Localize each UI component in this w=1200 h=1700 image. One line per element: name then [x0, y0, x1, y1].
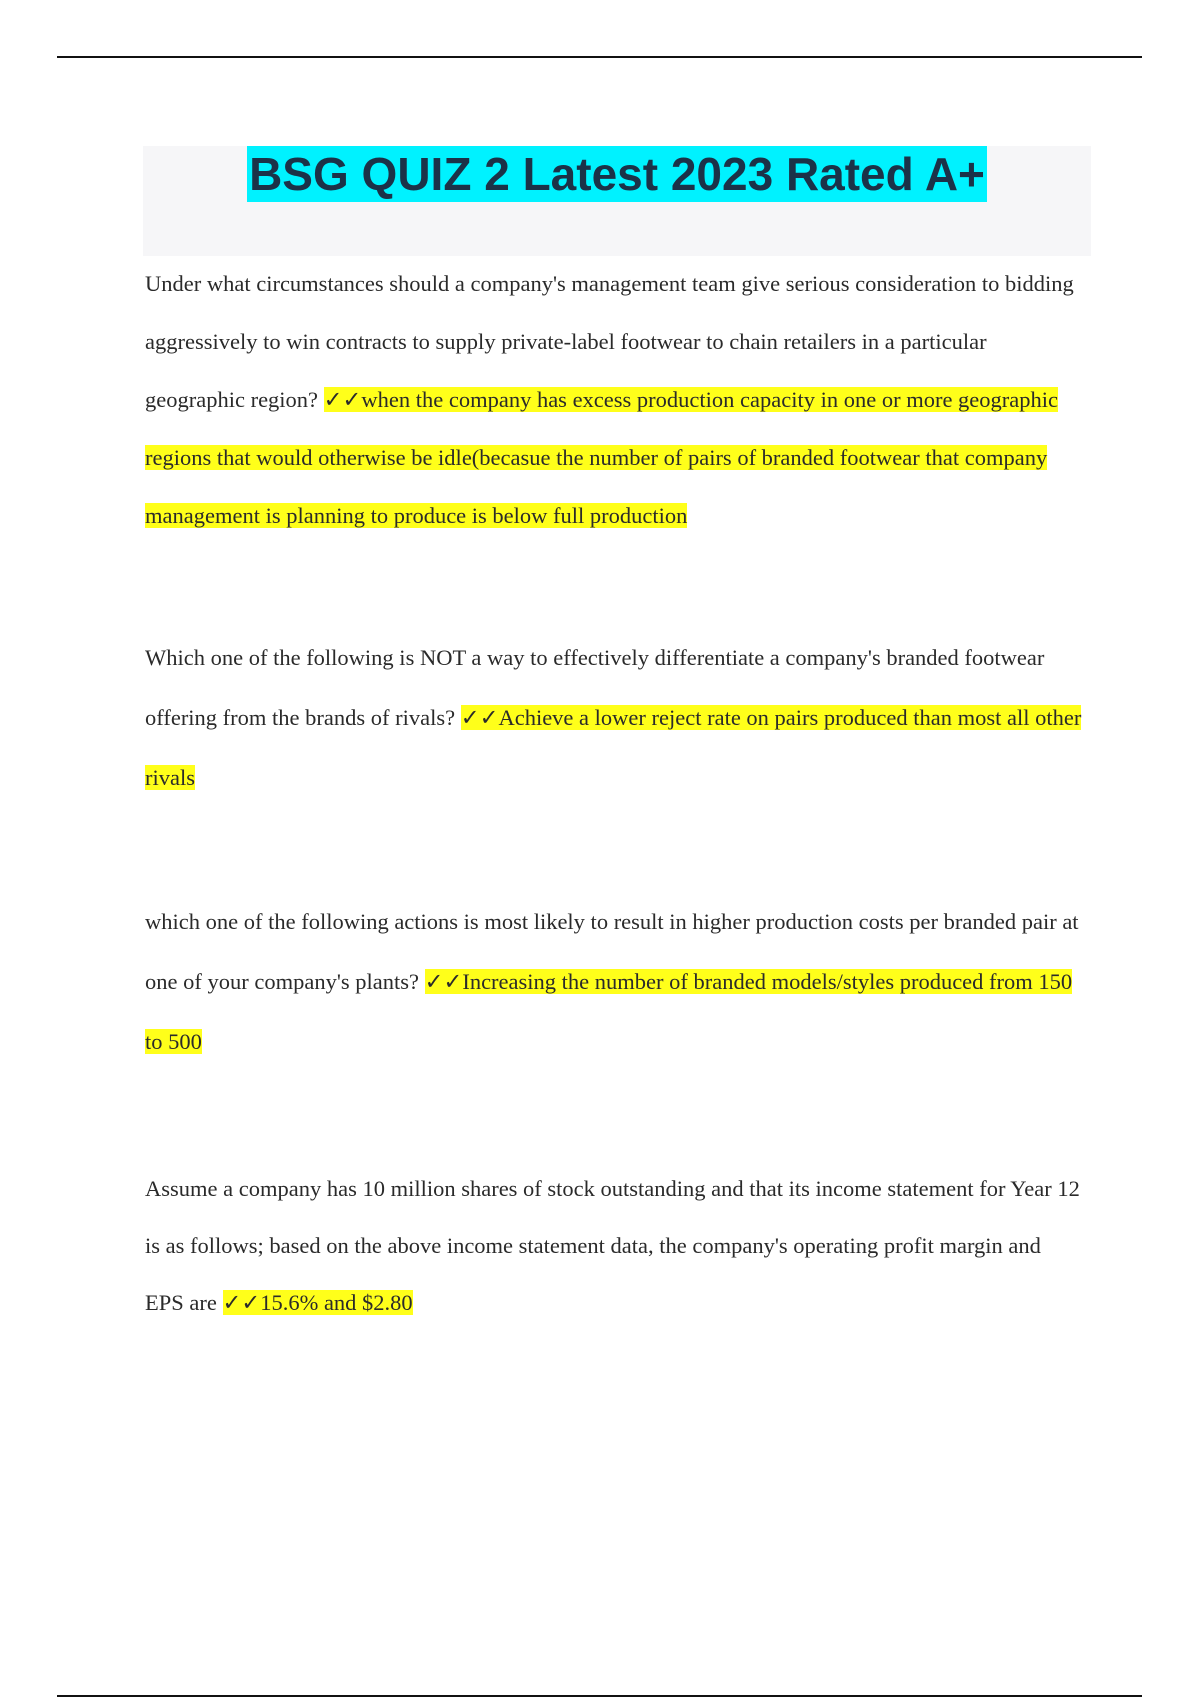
top-rule [57, 56, 1142, 58]
qa-item [145, 628, 1085, 808]
title-band [143, 146, 1091, 256]
answer-highlight: ✓✓when the company has excess production capacity in one or more geographic regions that would otherwise be idle(becasue the number of pairs of branded footwear that company management is planning to produce is below full production [145, 387, 1059, 528]
document-title: BSG QUIZ 2 Latest 2023 Rated A+ [249, 148, 985, 200]
answer-highlight: ✓✓15.6% and $2.80 [222, 1290, 413, 1315]
question-text: Under what circumstances should a company's management team give serious consideration to bidding aggressively to win contracts to supply private-label footwear to chain retailers in a particular geographic region? [145, 271, 1074, 412]
qa-item [145, 1160, 1085, 1331]
question-text: which one of the following actions is most likely to result in higher production costs per branded pair at one of your company's plants? [145, 909, 1079, 994]
answer-highlight: ✓✓Increasing the number of branded models/styles produced from 150 to 500 [145, 969, 1073, 1054]
question-text: Assume a company has 10 million shares of stock outstanding and that its income statement for Year 12 is as follows; based on the above income statement data, the company's operating profit margin and EPS are [145, 1176, 1080, 1315]
answer-highlight: ✓✓Achieve a lower reject rate on pairs produced than most all other rivals [145, 705, 1082, 790]
question-text: Which one of the following is NOT a way to effectively differentiate a company's branded footwear offering from the brands of rivals? [145, 645, 1045, 730]
qa-item [145, 255, 1085, 545]
bottom-rule [57, 1695, 1142, 1697]
qa-item [145, 892, 1085, 1072]
